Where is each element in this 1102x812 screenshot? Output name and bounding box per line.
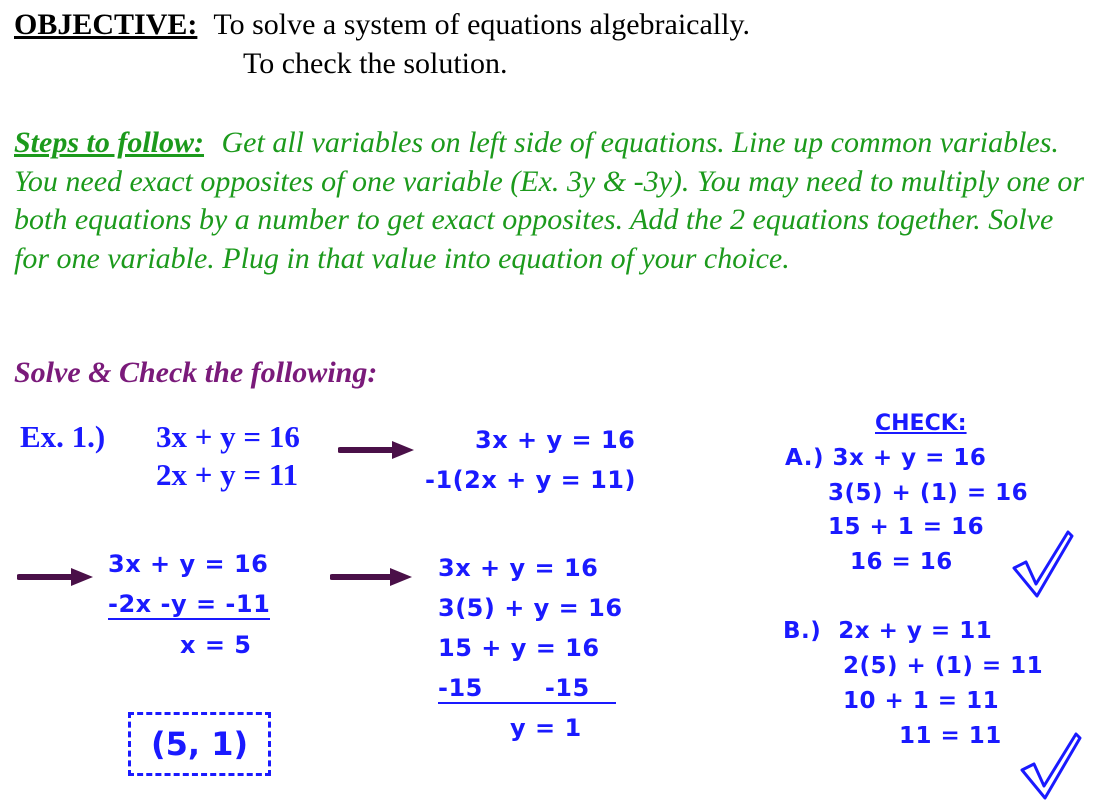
check-b-line4: 11 = 11 (899, 723, 1002, 749)
solve-heading: Solve & Check the following: (14, 356, 378, 389)
steps-text: Get all variables on left side of equations. Line up common variables. You need exact opposites of one variable (Ex. 3y & -3y). You may need to multiply one or both equations by a number to get exact opposites. Add the 2 equations together. Solve for one variable. Plug in that value into equation of your choice. (14, 126, 1085, 275)
step3-line2: 3(5) + y = 16 (438, 594, 623, 622)
example-eq2: 2x + y = 11 (156, 457, 299, 492)
step2-line1: 3x + y = 16 (108, 550, 269, 578)
check-b-line1: B.) 2x + y = 11 (783, 618, 993, 644)
step3-line1: 3x + y = 16 (438, 554, 599, 582)
example-eq1: 3x + y = 16 (156, 419, 300, 454)
check-title: CHECK: (875, 411, 967, 436)
step1-line2: -1(2x + y = 11) (425, 466, 636, 494)
checkmark-icon (1018, 730, 1082, 802)
check-b-line3: 10 + 1 = 11 (843, 688, 1000, 714)
arrow-right-icon (338, 438, 416, 462)
objective-line1: To solve a system of equations algebraically. (213, 8, 751, 41)
step2-line2: -2x -y = -11 (108, 590, 271, 618)
example-label: Ex. 1.) (20, 419, 106, 454)
answer-box (128, 712, 271, 776)
checkmark-icon (1010, 528, 1074, 600)
check-a-line2: 3(5) + (1) = 16 (828, 480, 1029, 506)
check-a-line4: 16 = 16 (850, 549, 953, 575)
arrow-right-icon (330, 565, 414, 589)
step3-line3: 15 + y = 16 (438, 634, 600, 662)
steps-label: Steps to follow: (14, 126, 205, 159)
check-a-line1: A.) 3x + y = 16 (785, 445, 987, 471)
objective-label: OBJECTIVE: (14, 8, 198, 41)
objective (14, 8, 750, 42)
step1-line1: 3x + y = 16 (475, 426, 636, 454)
answer-value: (5, 1) (151, 725, 249, 763)
steps-paragraph (14, 124, 1094, 278)
check-b-line2: 2(5) + (1) = 11 (843, 653, 1044, 679)
arrow-right-icon (17, 565, 95, 589)
step3-line5: y = 1 (510, 714, 582, 742)
step2-line3: x = 5 (180, 631, 252, 659)
step3-line4: -15 -15 (438, 674, 616, 704)
objective-line2: To check the solution. (243, 47, 508, 80)
check-a-line3: 15 + 1 = 16 (828, 514, 985, 540)
